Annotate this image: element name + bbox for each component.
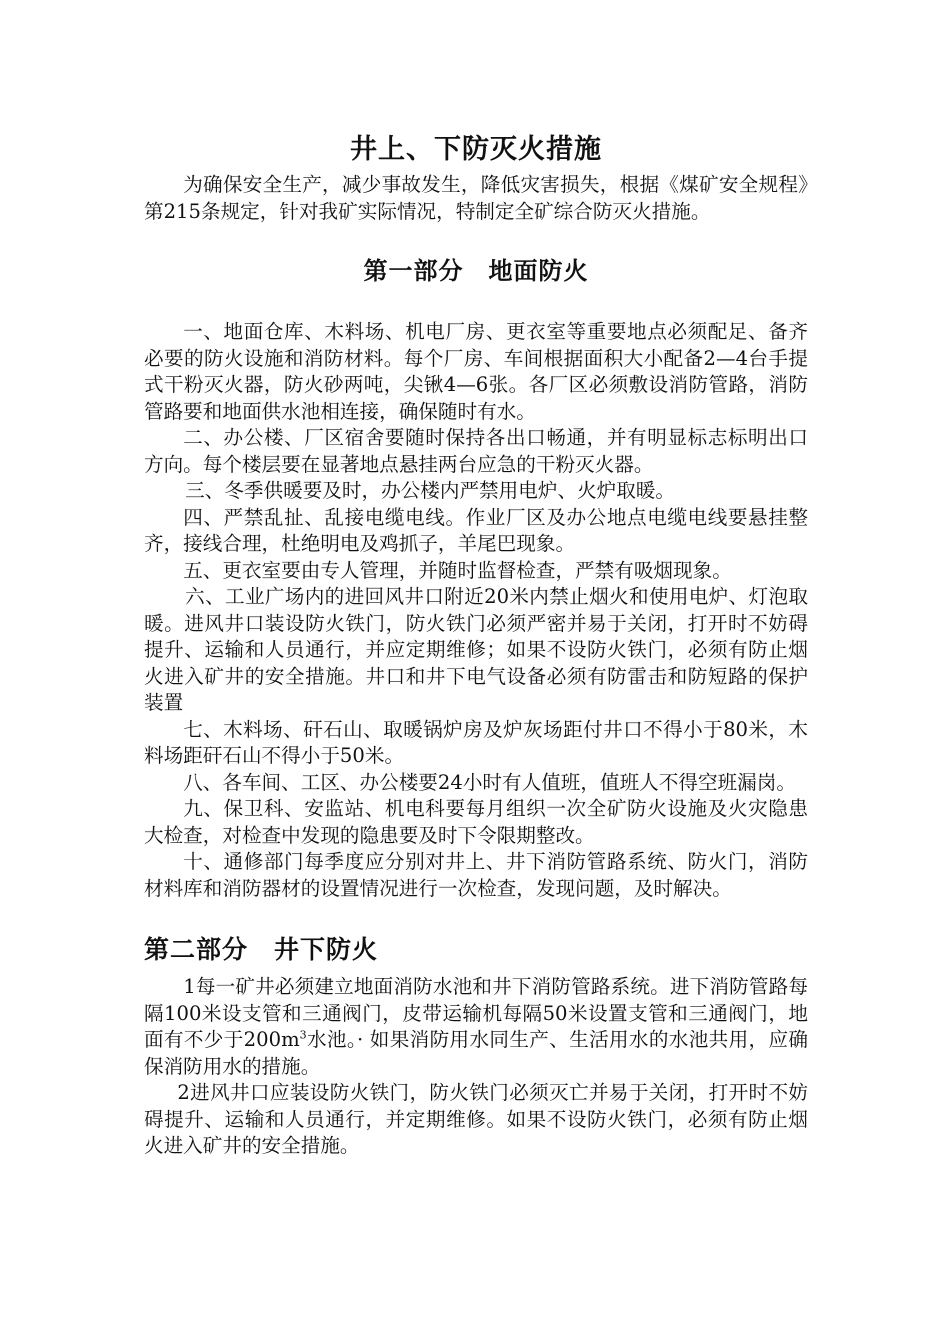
part2-item-1-text-a: 1每一矿井必须建立地面消防水池和井下消防管路系统。进下消防管路每隔100米设支管和三通阀门，皮带运输机每隔50米设置支管和三通阀门，地面有不少于200m <box>144 975 808 1051</box>
part1-item-2: 二、办公楼、厂区宿舍要随时保持各出口畅通，并有明显标志标明出口方向。每个楼层要在显著地点悬挂两台应急的干粉灭火器。 <box>144 426 808 476</box>
part2-item-1-superscript: 3 <box>299 1028 307 1042</box>
part1-heading: 第一部分 地面防火 <box>363 256 589 285</box>
part1-item-5: 五、更衣室要由专人管理，并随时监督检查，严禁有吸烟现象。 <box>183 558 732 582</box>
part1-item-6: 六、工业广场内的进回风井口附近20米内禁止烟火和使用电炉、灯泡取暖。进风井口装设防火铁门，防火铁门必须严密并易于关闭，打开时不妨碍提升、运输和人员通行，并应定期维修；如果不设防火铁门，必须有防止烟火进入矿井的安全措施。井口和井下电气设备必须有防雷击和防短路的保护装置 <box>144 585 808 714</box>
part1-item-3: 三、冬季供暖要及时，办公楼内严禁用电炉、火炉取暖。 <box>185 479 675 502</box>
part2-item-1 <box>144 974 808 1080</box>
part2-body <box>144 974 808 1160</box>
document-page <box>144 128 808 1160</box>
document-title: 井上、下防灭火措施 <box>350 134 602 165</box>
part2-section <box>144 930 808 1160</box>
part2-item-2: 2进风井口应装设防火铁门，防火铁门必须灭亡并易于关闭，打开时不妨碍提升、运输和人员通行，并定期维修。如果不设防火铁门，必须有防止烟火进入矿井的安全措施。 <box>144 1081 808 1157</box>
intro-paragraph: 为确保安全生产，减少事故发生，降低灾害损失，根据《煤矿安全规程》第215条规定，针对我矿实际情况，特制定全矿综合防灭火措施。 <box>144 173 808 223</box>
part1-body <box>144 319 808 902</box>
part1-item-8: 八、各车间、工区、办公楼要24小时有人值班，值班人不得空班漏岗。 <box>183 770 796 794</box>
part1-item-4: 四、严禁乱扯、乱接电缆电线。作业厂区及办公地点电缆电线要悬挂整齐，接线合理，杜绝明电及鸡抓子，羊尾巴现象。 <box>144 505 808 555</box>
part2-item-1-text-b: 水池。· 如果消防用水同生产、生活用水的水池共用，应确保消防用水的措施。 <box>144 1028 809 1078</box>
part1-item-7: 七、木料场、矸石山、取暖锅炉房及炉灰场距付井口不得小于80米，木料场距矸石山不得小于50米。 <box>144 717 808 767</box>
part2-heading: 第二部分 井下防火 <box>144 935 379 964</box>
part1-item-9: 九、保卫科、安监站、机电科要每月组织一次全矿防火设施及火灾隐患大检查，对检查中发现的隐患要及时下令限期整改。 <box>144 797 808 847</box>
part1-item-10: 十、通修部门每季度应分别对井上、井下消防管路系统、防火门，消防材料库和消防器材的设置情况进行一次检查，发现问题，及时解决。 <box>144 850 808 900</box>
part1-item-1: 一、地面仓库、木料场、机电厂房、更衣室等重要地点必须配足、备齐必要的防火设施和消防材料。每个厂房、车间根据面积大小配备2—4台手提式干粉灭火器，防火砂两吨，尖锹4—6张。各厂区必须敷设消防管路，消防管路要和地面供水池相连接，确保随时有水。 <box>144 320 808 423</box>
